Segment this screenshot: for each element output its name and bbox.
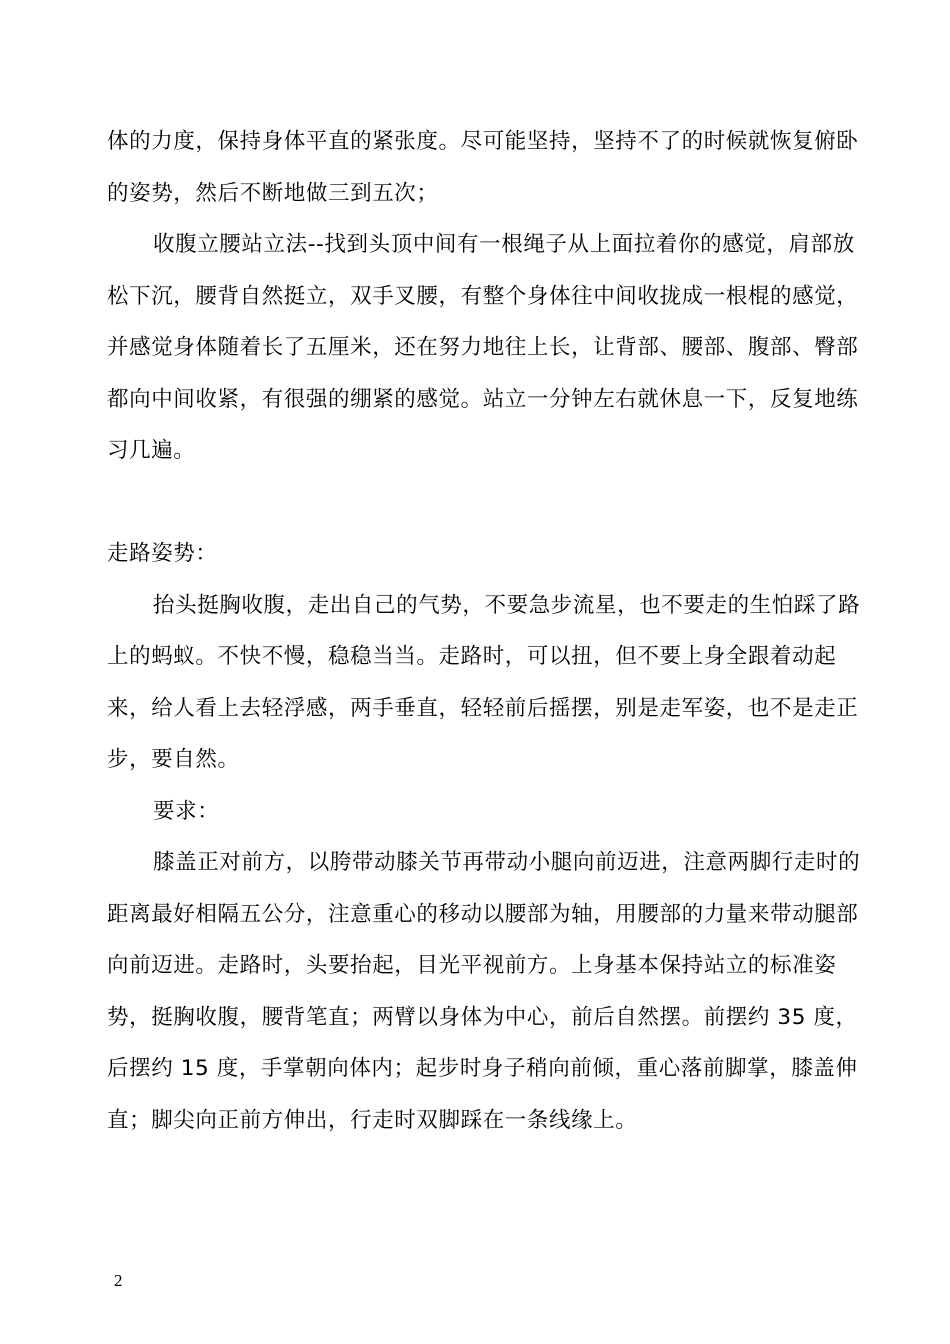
paragraph-walking-requirements: 膝盖正对前方，以胯带动膝关节再带动小腿向前迈进，注意两脚行走时的距离最好相隔五公分，注意重心的移动以腰部为轴，用腰部的力量来带动腿部向前迈进。走路时，头要抬起，目光平视前方。上身基本保持站立的标准姿势，挺胸收腹，腰背笔直；两臂以身体为中心，前后自然摆。前摆约 35 度，后摆约 15 度，手掌朝向体内；起步时身子稍向前倾，重心落前脚掌，膝盖伸直；脚尖向正前方伸出，行走时双脚踩在一条线缘上。 [107, 850, 861, 1133]
section-heading-walking-posture: 走路姿势： [107, 541, 218, 566]
page-number: 2 [114, 1271, 123, 1290]
paragraph-continuation: 体的力度，保持身体平直的紧张度。尽可能坚持，坚持不了的时候就恢复俯卧的姿势，然后不断地做三到五次； [107, 129, 859, 206]
blank-line [107, 477, 867, 529]
paragraph-standing-method: 收腹立腰站立法--找到头顶中间有一根绳子从上面拉着你的感觉，肩部放松下沉，腰背自然挺立，双手叉腰，有整个身体往中间收拢成一根棍的感觉，并感觉身体随着长了五厘米，还在努力地往上长，让背部、腰部、腹部、臀部都向中间收紧，有很强的绷紧的感觉。站立一分钟左右就休息一下，反复地练习几遍。 [107, 232, 859, 463]
paragraph-walking-description: 抬头挺胸收腹，走出自己的气势，不要急步流星，也不要走的生怕踩了路上的蚂蚁。不快不慢，稳稳当当。走路时，可以扭，但不要上身全跟着动起来，给人看上去轻浮感，两手垂直，轻轻前后摇摆，别是走军姿，也不是走正步，要自然。 [107, 592, 861, 772]
subheading-requirements: 要求： [153, 798, 220, 824]
document-body [107, 116, 867, 1146]
